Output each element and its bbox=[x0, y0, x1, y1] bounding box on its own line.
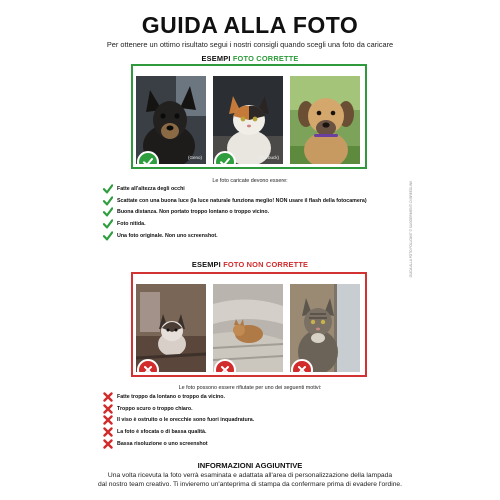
incorrect-list bbox=[103, 391, 433, 450]
list-item: La foto è sfocata o di bassa qualità. bbox=[103, 426, 433, 438]
photo-dog-black-tan bbox=[136, 76, 206, 164]
incorrect-examples-heading: ESEMPI FOTO NON CORRETTE bbox=[191, 260, 309, 269]
page-title: GUIDA ALLA FOTO bbox=[141, 12, 359, 38]
photo-cat-sofa-dark bbox=[213, 284, 283, 372]
list-item: Il viso è ostruito o le orecchie sono fuori inquadratura. bbox=[103, 415, 433, 427]
list-item: Foto nitida. bbox=[103, 218, 433, 230]
cross-icon bbox=[103, 404, 113, 414]
page-subtitle: Per ottenere un ottimo risultato segui i nostri consigli quando scegli una foto da caricare bbox=[106, 40, 394, 49]
list-item: Fatte troppo da lontano o troppo da vicino. bbox=[103, 391, 433, 403]
photo-tabby-cat-window bbox=[290, 284, 360, 372]
list-item: Fatte all'altezza degli occhi bbox=[103, 183, 433, 195]
cross-icon bbox=[103, 439, 113, 449]
correct-list bbox=[103, 183, 433, 242]
incorrect-photo-panel bbox=[131, 272, 367, 377]
correct-photo-panel bbox=[131, 64, 367, 169]
cross-icon bbox=[103, 415, 113, 425]
photo-husky-far bbox=[136, 284, 206, 372]
list-item: Troppo scuro o troppo chiaro. bbox=[103, 403, 433, 415]
list-item: Una foto originale. Non uno screenshot. bbox=[103, 230, 433, 242]
cross-icon bbox=[103, 392, 113, 402]
photo-cat-calico bbox=[213, 76, 283, 164]
incorrect-intro: Le foto possono essere rifiutate per uno dei seguenti motivi: bbox=[178, 385, 322, 391]
check-icon bbox=[103, 196, 113, 206]
side-note: GUIDA ALLA FOTO FOLLOWIT © SUGGERIMENTI DI BREEDLINK bbox=[409, 180, 413, 278]
check-icon bbox=[103, 219, 113, 229]
list-item: Buona distanza. Non portato troppo lontano o troppo vicino. bbox=[103, 207, 433, 219]
correct-examples-heading: ESEMPI FOTO CORRETTE bbox=[201, 54, 299, 63]
info-title: INFORMAZIONI AGGIUNTIVE bbox=[197, 461, 303, 470]
list-item: Scattate con una buona luce (la luce naturale funziona meglio! NON usare il flash della fotocamera) bbox=[103, 195, 433, 207]
correct-intro: Le foto caricate devono essere: bbox=[212, 178, 288, 184]
info-text: Una volta ricevuta la foto verrà esaminata e adattata all'area di personalizzazione della lampada dal nostro team creativo. Ti invieremo un'anteprima di stampa da confermare prima di evadere l'ordine. bbox=[97, 472, 402, 488]
check-icon bbox=[103, 184, 113, 194]
check-icon bbox=[103, 231, 113, 241]
cross-icon bbox=[103, 427, 113, 437]
photo-dog-tan-pup bbox=[290, 76, 360, 164]
photo-credit: (Geno) bbox=[187, 155, 202, 160]
list-item: Bassa risoluzione o uno screenshot bbox=[103, 438, 433, 450]
check-icon bbox=[103, 207, 113, 217]
photo-credit: (Starbuck) bbox=[258, 155, 279, 160]
